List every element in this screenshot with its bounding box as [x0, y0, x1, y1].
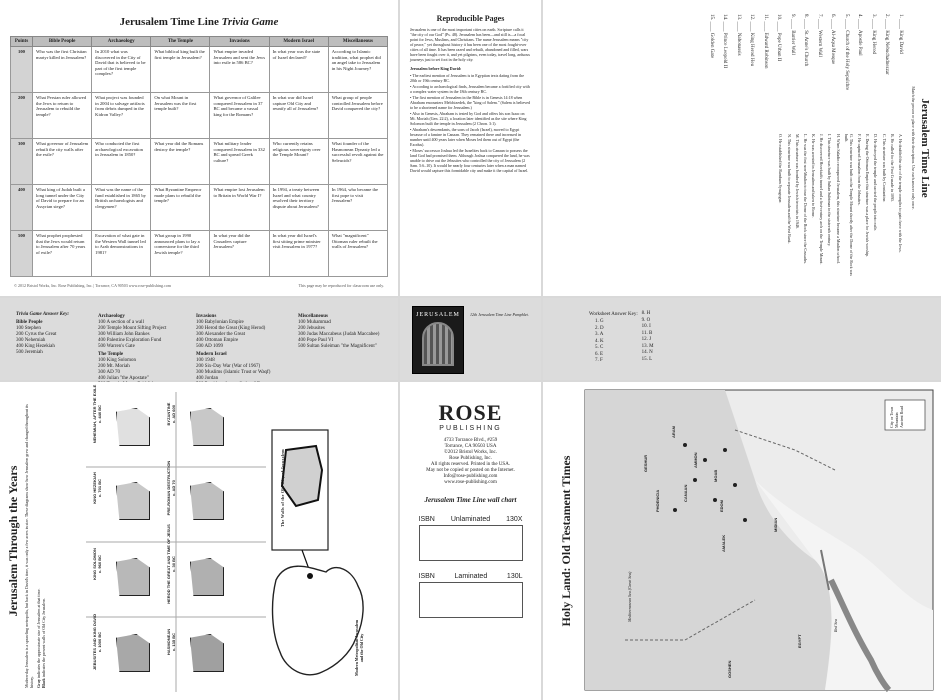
bullet-item: • Also in Genesis, Abraham is tested by God and offers his son Isaac on Mt. Moriah (Gen. 22:2), a location later identified as the site where King Solomon built the temple in Jerusalem (2 Chron. 3:1). — [410, 111, 527, 126]
reproducible-panel — [400, 0, 541, 296]
region-label: CANAAN — [683, 484, 688, 502]
question-cell: Who currently retains religious sovereignty over the Temple Mount? — [269, 139, 328, 185]
pamphlet-band — [400, 298, 541, 380]
key-entry: 9. O — [641, 317, 651, 323]
question-cell: What prophet prophesied that the Jews would return to Jerusalem after 70 years of exile? — [33, 231, 92, 277]
period-date: c. 1000 BC — [97, 631, 102, 653]
match-description: F. He captured Jerusalem from the Jebusites. — [857, 134, 863, 206]
publisher-line: www.rose-publishing.com — [444, 480, 497, 485]
question-cell: Who was the first Christian martyr killed in Jerusalem? — [33, 47, 92, 93]
match-description: L. He was the first non-Muslim to tour the Dome of the Rock since the Crusades. — [802, 134, 808, 265]
key-entry: 13. M — [641, 343, 654, 349]
question-cell: In 1994, a treaty between Israel and what country resolved their territory dispute about Jerusalem? — [269, 185, 328, 231]
answer-line: 300 Judas Maccabeus (Judah Maccabee) — [298, 332, 380, 337]
answer-line: 100 Babylonian Empire — [196, 320, 244, 325]
answer-line: 400 Ottoman Empire — [196, 338, 239, 343]
question-cell: What governor of Jerusalem rebuilt the city walls after the exile? — [33, 139, 92, 185]
match-name: 13. ____ Nabonassis — [736, 14, 741, 56]
answer-key-heading: Archaeology — [98, 314, 125, 319]
legend-mountain: Mountain — [894, 412, 899, 428]
pamphlet-cover-title: JERUSALEM — [416, 312, 460, 318]
reproducible-title: Reproducible Pages — [436, 14, 505, 23]
match-name: 5. ____ Church of the Holy Sepulchre — [844, 14, 849, 91]
pamphlet-cover — [412, 306, 464, 374]
answer-line: 200 Temple Mount Sifting Project — [98, 326, 167, 331]
answer-line: 100 A section of a wall — [98, 320, 144, 325]
region-label: MOAB — [713, 469, 718, 482]
holy-land-map-panel — [543, 382, 941, 700]
isbn-unlaminated: ISBN Unlaminated 130X — [419, 516, 523, 561]
wallchart-label: Jerusalem Time Line wall chart — [424, 496, 517, 504]
table-row — [11, 231, 388, 277]
trivia-title: Jerusalem Time Line Trivia Game — [119, 16, 279, 28]
question-cell: In 1964, who became the first pope to visit Jerusalem? — [328, 185, 387, 231]
answer-line: 200 Cyrus the Great — [16, 332, 57, 337]
through-years-panel — [0, 382, 398, 700]
publisher-line: Info@rose-publishing.com — [443, 474, 498, 479]
answer-line: 200 Mt. Moriah — [98, 364, 130, 369]
bullet-item: • Abraham's descendants, the sons of Jacob (Israel), moved to Egypt because of a famine in Canaan. They remained there and increased in number until 400 years later when Moses led them out of Egypt (the Exodus). — [410, 127, 521, 147]
question-cell: What year did the Romans destroy the temple? — [151, 139, 210, 185]
question-cell: What was the name of the fund established in 1865 by British archaeologists and clergymen? — [92, 185, 151, 231]
map-title: Holy Land: Old Testament Times — [559, 455, 573, 627]
match-name: 2. ____ King Nebuchadnezzar — [884, 14, 890, 75]
question-cell: In what war did Israel capture Old City and reunify all of Jerusalem? — [269, 93, 328, 139]
header-bible-people: Bible People — [33, 37, 92, 47]
answer-line: 500 AD 1099 — [196, 344, 223, 349]
question-cell: What "magnificent" Ottoman ruler rebuilt the walls of Jerusalem? — [328, 231, 387, 277]
match-name: 8. ____ St. Anne's Church — [803, 14, 809, 67]
question-cell: What Persian ruler allowed the Jews to return to Jerusalem to rebuild the temple? — [33, 93, 92, 139]
modern-jerusalem-label: Modern Metropolitan Jerusalem and the Old City — [354, 620, 364, 676]
question-cell: What project was founded in 2004 to salvage artifacts from debris dumped in the Kidron Valley? — [92, 93, 151, 139]
legend-gray: Gray indicates the approximate size of Jerusalem at that time. — [36, 588, 41, 688]
region-label: PHOENICIA — [655, 489, 660, 512]
pamphlet-window-image — [422, 322, 454, 366]
legend-black: Black indicates the present walls of Old City Jerusalem. — [41, 597, 46, 688]
points-cell: 500 — [11, 231, 33, 277]
period-date: c. 701 BC — [97, 479, 102, 498]
match-description: E. During the Ottoman Empire this structure was a place for Jewish worship. — [865, 134, 871, 258]
match-name: 14. ____ Prince Leopold II — [722, 14, 728, 69]
worksheet-instructions: Match the person or place with their description. Use each answer only once. — [911, 86, 916, 210]
period-date: c. 960 BC — [97, 555, 102, 574]
match-description: G. This structure was built on the Temple Mount shortly after the Dome of the Rock was built. — [843, 134, 854, 276]
answer-line: 400 Julian "the Apostate" — [98, 376, 149, 381]
match-name: 7. ____ Western Wall — [817, 14, 822, 57]
answer-key-band — [0, 298, 398, 380]
period-label: NEHEMIAH, AFTER THE EXILE — [92, 384, 97, 444]
question-cell: In what year was the state of Israel declared? — [269, 47, 328, 93]
sea-label: Mediterranean Sea (Great Sea) — [627, 571, 632, 622]
region-label: GESHUR — [643, 454, 648, 472]
match-description: B. He called for the First Crusade in 1095. — [889, 134, 895, 202]
answer-line: 500 Warren's Gate — [98, 344, 135, 349]
legend-city: City or Town — [889, 406, 894, 428]
header-temple: The Temple — [151, 37, 210, 47]
points-cell: 300 — [11, 139, 33, 185]
worksheet-title: Jerusalem Time Line — [919, 98, 931, 198]
question-cell: What king of Judah built a long tunnel under the City of David to prepare for an Assyrian siege? — [33, 185, 92, 231]
match-description: M. This structure was bombed by Jewish terrorists in 1946. — [794, 134, 800, 229]
key-entry: 1. G — [595, 319, 604, 324]
publisher-line: 4733 Torrance Blvd., #259 — [443, 438, 498, 443]
answer-line: 400 Jordan — [196, 376, 219, 381]
answer-line: 400 Palestine Exploration Fund — [98, 338, 162, 343]
key-entry: 7. F — [595, 358, 603, 363]
through-years-note: Modern-day Jerusalem is a sprawling metropolis, but back in David's time, it was only a few acres in size. These diagrams show how Jerusalem grew and changed throughout its history. — [24, 404, 34, 688]
match-description: O. He established the Rambam Synagogue. — [778, 134, 784, 204]
modern-jerusalem-map — [266, 390, 386, 690]
old-city-walls-label: The Walls of the Old City of Jerusalem — [280, 449, 285, 527]
trivia-header-row — [11, 37, 388, 47]
through-years-title: Jerusalem Through the Years — [6, 465, 20, 617]
logo-subtitle: PUBLISHING — [439, 425, 502, 432]
answer-key-heading: Miscellaneous — [298, 314, 328, 319]
answer-line: 300 Nehemiah — [16, 338, 46, 343]
match-name: 15. ____ Golden Gate — [709, 14, 714, 59]
key-entry: 4. K — [595, 338, 604, 344]
isbn-laminated: ISBN Laminated 130L — [419, 573, 523, 618]
question-cell: What empire invaded Jerusalem and sent the Jews into exile in 586 BC? — [210, 47, 269, 93]
region-label: MIDIAN — [773, 517, 778, 532]
question-cell: On what Mount in Jerusalem was the first temple built? — [151, 93, 210, 139]
question-cell: In what year did the Crusaders capture Jerusalem? — [210, 231, 269, 277]
key-entry: 14. N — [641, 350, 653, 355]
answer-line: 300 Muslims (Islamic Trust or Waqf) — [196, 370, 271, 375]
key-entry: 15. L — [641, 356, 653, 362]
answer-line: 300 AD 70 — [98, 370, 120, 375]
answer-line: 500 Jeremiah — [16, 350, 43, 355]
question-cell: Who conducted the first archaeological excavation in Jerusalem in 1850? — [92, 139, 151, 185]
period-label: KING HEZEKIAH — [92, 472, 97, 504]
period-label: KING SOLOMON — [92, 548, 97, 580]
period-label: PRE-ROMAN DESTRUCTION — [166, 460, 171, 516]
table-row — [11, 93, 388, 139]
match-description: J. He discovered Hezekiah's tunnel and a first-century arch on the Temple Mount. — [819, 134, 825, 265]
match-name: 9. ____ Barrier Wall — [790, 14, 795, 55]
answer-key-heading: Invasions — [196, 314, 217, 319]
points-cell: 200 — [11, 93, 33, 139]
header-modern-israel: Modern Israel — [269, 37, 328, 47]
logo-wordmark: ROSE — [438, 400, 503, 425]
worksheet-key-title: Worksheet Answer Key: — [589, 312, 638, 317]
table-row — [11, 139, 388, 185]
key-entry: 3. A — [595, 332, 604, 337]
trivia-table — [10, 36, 388, 277]
question-cell: According to Islamic tradition, what prophet did an angel take to Jerusalem in his Night Journey? — [328, 47, 387, 93]
answer-line: 100 1948 — [196, 358, 215, 363]
region-label: AMALEK — [721, 534, 726, 552]
header-points: Points — [11, 37, 33, 47]
publisher-line: Torrance, CA 90503 USA — [444, 444, 497, 449]
question-cell: What Byzantine Emperor made plans to rebuild the temple? — [151, 185, 210, 231]
answer-line: 100 King Solomon — [98, 358, 137, 363]
answer-line: 400 Pope Paul VI — [298, 338, 334, 343]
publisher-panel — [400, 382, 541, 700]
match-description: D. He destroyed the temple and carried the people into exile. — [873, 134, 879, 232]
match-description: I. This structure was built by Sultan Suleiman in the sixteenth century. — [827, 134, 833, 247]
answer-line: 100 Stephen — [16, 326, 41, 331]
period-date: c. 30 BC — [171, 556, 176, 572]
bullet-item: • The first mention of Jerusalem in the Bible is in Genesis 14:18 when Abraham encounters Melchizedek, the "king of Salem." (Salem is believed to be a shortened name for Jerusalem.) — [410, 95, 531, 110]
answer-line: 300 William John Bankes — [98, 332, 150, 337]
question-cell: What group in 1990 announced plans to lay a cornerstone for the third Jewish temple? — [151, 231, 210, 277]
reproducible-intro: Jerusalem is one of the most important cities on earth. Scripture calls it "the city of our God" (Ps. 48). Jerusalem has been—and still is—a focal point for Jews, Muslims, and Christians. The name Jerusalem means "city of peace," yet throughout history it has been one of the most fought-over cities of all time. It has been razed and rebuilt, abandoned and filled, wars have been fought over it, and yet pilgrims, even today, travel long, arduous journeys just to set foot in the holy city. — [410, 27, 530, 62]
region-label: EDOM — [719, 500, 724, 512]
header-archaeology: Archaeology — [92, 37, 151, 47]
period-label: BYZANTINE — [166, 402, 171, 426]
holy-land-map — [585, 390, 933, 690]
trivia-panel — [0, 0, 398, 296]
region-label: AMMON — [693, 452, 698, 468]
bullet-item: • The earliest mention of Jerusalem is in Egyptian texts dating from the 20th or 19th century BC. — [410, 73, 524, 83]
match-name: 11. ____ Edward Robinson — [763, 14, 768, 69]
bullet-item: • Moses' successor Joshua led the Israelites back to Canaan to possess the land God had promised them. Although Joshua conquered the land, he was unable to drive out the Jebusites who controlled the city of Jerusalem (2 Sam. 5:6–10). It would be nearly four centuries later when a man named David would capture this formidable city and make it the capital of Israel. — [410, 148, 530, 173]
publisher-line: ©2012 Bristol Works, Inc. — [444, 450, 497, 455]
key-entry: 10. I — [641, 324, 651, 329]
question-cell: What empire lost Jerusalem to Britain in World War I? — [210, 185, 269, 231]
period-date: c. 135 BC — [171, 633, 176, 652]
answer-line: 100 Muhammad — [298, 320, 331, 325]
match-description: N. This structure was built to separate Jerusalem and the West Bank. — [786, 134, 792, 244]
answer-key-heading: Modern Israel — [196, 352, 227, 357]
question-cell: In what year did Israel's first sitting prime minister visit Jerusalem in 1977? — [269, 231, 328, 277]
period-date: c. AD 70 — [171, 480, 176, 496]
publisher-line: Rose Publishing, Inc. — [449, 456, 492, 461]
region-label: GOSHEN — [727, 660, 732, 678]
table-row — [11, 47, 388, 93]
points-cell: 400 — [11, 185, 33, 231]
header-miscellaneous: Miscellaneous — [328, 37, 387, 47]
map-legend — [889, 392, 904, 428]
city-diagrams-grid — [86, 392, 266, 692]
answer-key-heading: Bible People — [16, 320, 43, 325]
bullet-item: • According to archaeological finds, Jerusalem became a fortified city with a complex water system in the 18th century BC. — [410, 84, 530, 94]
key-entry: 2. D — [595, 325, 604, 331]
match-name: 1. ____ King David — [898, 14, 903, 54]
answer-line: 200 Herod the Great (King Herod) — [196, 326, 266, 331]
reproducible-subhead: Jerusalem before King David: — [410, 66, 462, 71]
worksheet-panel — [543, 0, 941, 296]
match-description: C. This structure was built by Constantine. — [881, 134, 887, 203]
sea-label: Red Sea — [833, 619, 838, 632]
match-name: 6. ____ Al-Aqsa Mosque — [830, 14, 836, 65]
rose-publishing-logo — [400, 400, 541, 432]
answer-key-heading: The Temple — [98, 352, 124, 357]
answer-line: 200 Six-Day War (War of 1967) — [196, 364, 261, 369]
key-entry: 11. B — [641, 330, 653, 336]
period-date: c. 440 BC — [97, 405, 102, 424]
worksheet-key-band — [543, 298, 941, 380]
legend-road: Ancient Road — [899, 405, 904, 428]
match-name: 10. ____ Pope Urban II — [776, 14, 782, 62]
barcode-box — [419, 582, 523, 618]
answer-key-title: Trivia Game Answer Key: — [16, 312, 70, 317]
match-description: H. When Saladin reconquered Jerusalem, this structure became a Muslim school. — [835, 134, 841, 264]
question-cell: What group of people controlled Jerusalem before David conquered the city? — [328, 93, 387, 139]
answer-line: 400 King Hezekiah — [16, 344, 55, 349]
trivia-footer: © 2012 Bristol Works, Inc. Rose Publishing, Inc. | Torrance, CA 90503 www.rose-publishing.com This page may be reproduced for classroom use only. — [14, 283, 384, 288]
points-cell: 100 — [11, 47, 33, 93]
key-entry: 6. E — [595, 351, 604, 357]
match-name: 3. ____ King Herod — [871, 14, 876, 54]
key-entry: 12. J — [641, 337, 652, 342]
region-label: ARAM — [671, 426, 676, 438]
match-description: K. He was arrested in Jerusalem and taken to Rome. — [811, 134, 817, 218]
barcode-box — [419, 525, 523, 561]
region-label: EGYPT — [797, 634, 802, 648]
question-cell: Excavation of what gate in the Western Wall tunnel led to Arab demonstrations in 1981? — [92, 231, 151, 277]
pamphlet-label: 12th Jerusalem Time Line Pamphlet. — [470, 312, 529, 317]
question-cell: What founder of the Hasmonean Dynasty led a successful revolt against the Seleucids? — [328, 139, 387, 185]
key-entry: 5. C — [595, 345, 604, 350]
header-invasions: Invasions — [210, 37, 269, 47]
publisher-line: All rights reserved. Printed in the USA. — [430, 462, 511, 467]
answer-line: 500 Sultan Suleiman "the Magnificent" — [298, 344, 377, 349]
period-date: c. AD 600 — [171, 405, 176, 423]
table-row — [11, 185, 388, 231]
question-cell: What biblical king built the first temple in Jerusalem? — [151, 47, 210, 93]
publisher-line: May not be copied or posted on the Internet. — [426, 468, 515, 473]
question-cell: In 2010 what was discovered in the City of David that is believed to be part of the first temple complex? — [92, 47, 151, 93]
match-name: 12. ____ King Herod Heu — [749, 14, 755, 67]
answer-line: 300 Alexander the Great — [196, 332, 246, 337]
match-description: A. He doubled the size of the temple complex to gain favor with the Jews. — [898, 134, 903, 253]
period-label: HEROD THE GREAT AND TIME OF JESUS — [166, 524, 171, 604]
question-cell: What governor of Galilee conquered Jerusalem in 37 BC and became a vassal king for the Romans? — [210, 93, 269, 139]
key-entry: 8. H — [641, 311, 651, 316]
answer-line: 200 Jebusites — [298, 326, 325, 331]
period-label: HASMONEAN — [166, 628, 171, 656]
period-label: JEBUSITES AND KING DAVID — [92, 613, 97, 671]
question-cell: What military leader conquered Jerusalem in 332 BC and spread Greek culture? — [210, 139, 269, 185]
match-name: 4. ____ Apostle Paul — [857, 14, 863, 56]
